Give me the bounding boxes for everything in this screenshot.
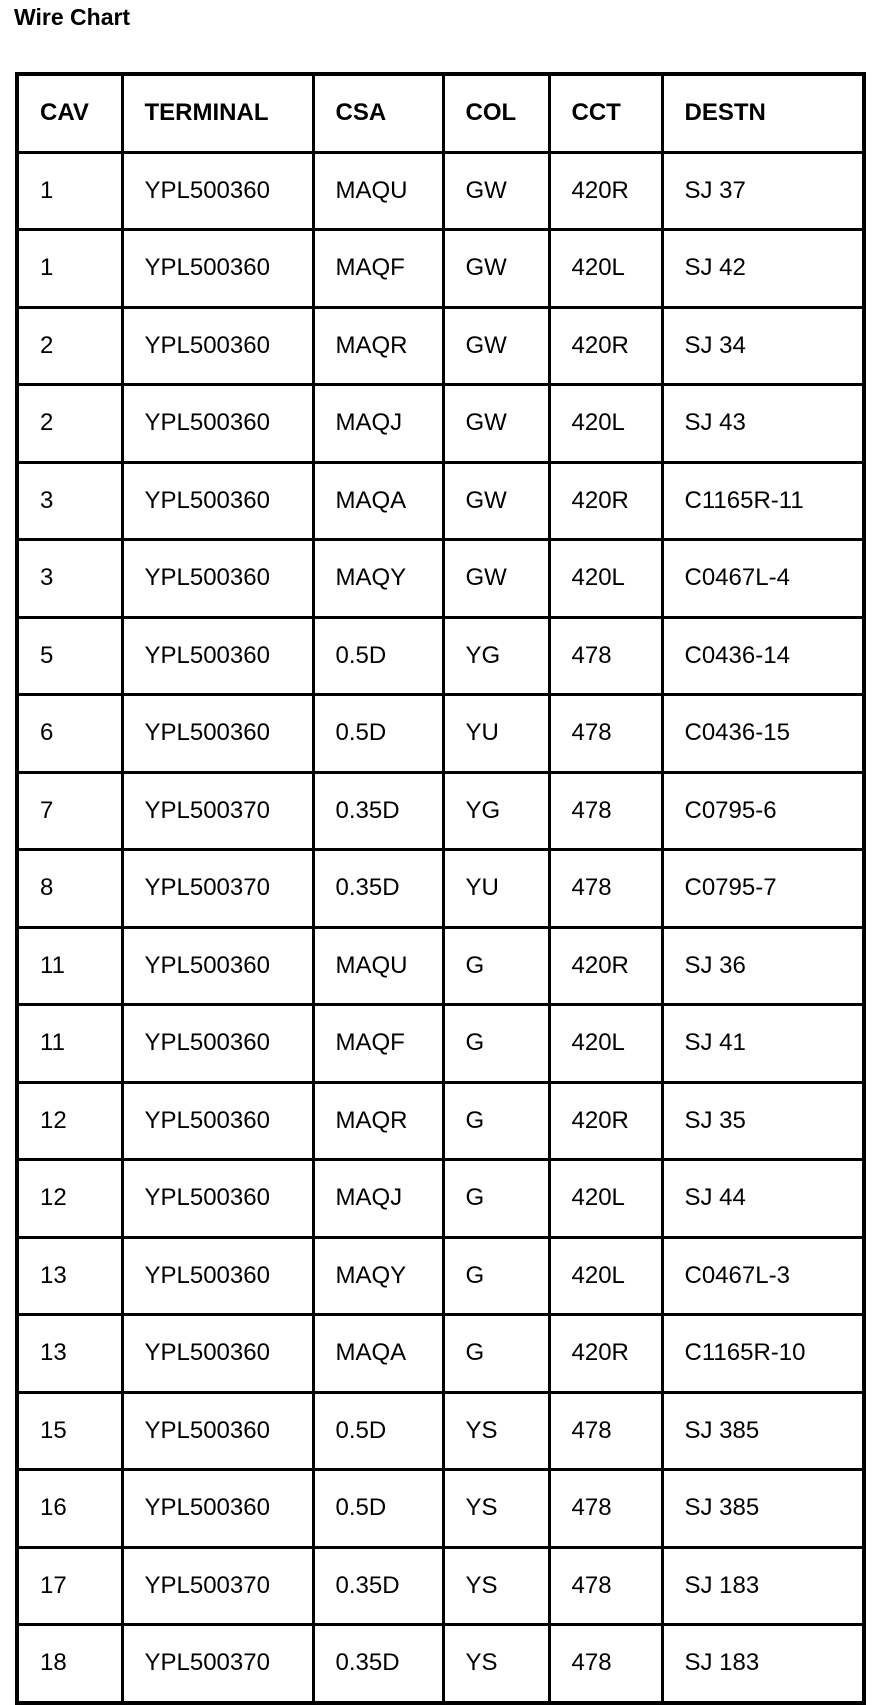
csa-cell: 0.35D: [313, 850, 443, 928]
col-cell: G: [443, 1160, 549, 1238]
terminal-cell: YPL500370: [122, 772, 313, 850]
table-row: [17, 1470, 864, 1548]
destn-cell: SJ 36: [662, 927, 864, 1005]
csa-cell: 0.35D: [313, 772, 443, 850]
terminal-cell: YPL500360: [122, 1082, 313, 1160]
cct-cell: 420R: [549, 462, 662, 540]
terminal-cell: YPL500360: [122, 1005, 313, 1083]
col-cell: G: [443, 1315, 549, 1393]
csa-cell: MAQU: [313, 927, 443, 1005]
destn-cell: SJ 37: [662, 152, 864, 230]
cav-cell: 2: [17, 385, 122, 463]
table-row: [17, 695, 864, 773]
wire-chart-table: [15, 72, 866, 1705]
col-cell: YS: [443, 1470, 549, 1548]
csa-cell: MAQR: [313, 1082, 443, 1160]
destn-cell: C0795-6: [662, 772, 864, 850]
terminal-cell: YPL500360: [122, 927, 313, 1005]
destn-cell: SJ 183: [662, 1625, 864, 1703]
table-row: [17, 1005, 864, 1083]
cct-cell: 420L: [549, 230, 662, 308]
destn-cell: C0467L-3: [662, 1237, 864, 1315]
csa-cell: MAQF: [313, 230, 443, 308]
destn-cell: SJ 385: [662, 1470, 864, 1548]
table-row: [17, 1625, 864, 1703]
col-cell: YU: [443, 850, 549, 928]
col-cell: GW: [443, 385, 549, 463]
table-row: [17, 540, 864, 618]
cav-cell: 13: [17, 1315, 122, 1393]
col-cell: YG: [443, 617, 549, 695]
cct-cell: 478: [549, 850, 662, 928]
csa-cell: MAQU: [313, 152, 443, 230]
cav-cell: 11: [17, 1005, 122, 1083]
table-row: [17, 1392, 864, 1470]
cav-cell: 13: [17, 1237, 122, 1315]
terminal-cell: YPL500370: [122, 1547, 313, 1625]
col-cell: GW: [443, 152, 549, 230]
cav-cell: 6: [17, 695, 122, 773]
csa-cell: MAQY: [313, 540, 443, 618]
cct-cell: 420R: [549, 927, 662, 1005]
cct-cell: 420L: [549, 385, 662, 463]
cav-cell: 11: [17, 927, 122, 1005]
cav-cell: 15: [17, 1392, 122, 1470]
table-row: [17, 850, 864, 928]
csa-cell: 0.5D: [313, 1392, 443, 1470]
csa-cell: 0.5D: [313, 617, 443, 695]
table-row: [17, 927, 864, 1005]
destn-cell: SJ 42: [662, 230, 864, 308]
column-header-csa: CSA: [313, 74, 443, 152]
destn-cell: SJ 183: [662, 1547, 864, 1625]
col-cell: YS: [443, 1547, 549, 1625]
destn-cell: SJ 385: [662, 1392, 864, 1470]
terminal-cell: YPL500360: [122, 1470, 313, 1548]
cav-cell: 2: [17, 307, 122, 385]
col-cell: G: [443, 1237, 549, 1315]
csa-cell: MAQJ: [313, 1160, 443, 1238]
cav-cell: 5: [17, 617, 122, 695]
cav-cell: 3: [17, 540, 122, 618]
terminal-cell: YPL500360: [122, 152, 313, 230]
destn-cell: C0467L-4: [662, 540, 864, 618]
cct-cell: 478: [549, 695, 662, 773]
table-row: [17, 385, 864, 463]
col-cell: YU: [443, 695, 549, 773]
table-row: [17, 1315, 864, 1393]
cav-cell: 8: [17, 850, 122, 928]
col-cell: YG: [443, 772, 549, 850]
table-row: [17, 152, 864, 230]
destn-cell: SJ 43: [662, 385, 864, 463]
terminal-cell: YPL500360: [122, 230, 313, 308]
column-header-terminal: TERMINAL: [122, 74, 313, 152]
cav-cell: 16: [17, 1470, 122, 1548]
csa-cell: 0.35D: [313, 1547, 443, 1625]
table-row: [17, 1082, 864, 1160]
table-row: [17, 307, 864, 385]
csa-cell: MAQA: [313, 462, 443, 540]
terminal-cell: YPL500360: [122, 385, 313, 463]
table-row: [17, 1237, 864, 1315]
column-header-col: COL: [443, 74, 549, 152]
cct-cell: 420R: [549, 307, 662, 385]
terminal-cell: YPL500370: [122, 1625, 313, 1703]
table-row: [17, 462, 864, 540]
table-row: [17, 230, 864, 308]
csa-cell: 0.5D: [313, 1470, 443, 1548]
terminal-cell: YPL500360: [122, 695, 313, 773]
column-header-cav: CAV: [17, 74, 122, 152]
cct-cell: 478: [549, 1392, 662, 1470]
col-cell: G: [443, 1005, 549, 1083]
csa-cell: 0.35D: [313, 1625, 443, 1703]
col-cell: YS: [443, 1392, 549, 1470]
cct-cell: 420L: [549, 540, 662, 618]
col-cell: GW: [443, 230, 549, 308]
table-row: [17, 1547, 864, 1625]
cav-cell: 12: [17, 1082, 122, 1160]
cct-cell: 478: [549, 1625, 662, 1703]
column-header-destn: DESTN: [662, 74, 864, 152]
cct-cell: 478: [549, 772, 662, 850]
destn-cell: SJ 34: [662, 307, 864, 385]
cav-cell: 17: [17, 1547, 122, 1625]
table-row: [17, 1160, 864, 1238]
col-cell: GW: [443, 462, 549, 540]
cct-cell: 420L: [549, 1160, 662, 1238]
destn-cell: SJ 44: [662, 1160, 864, 1238]
cct-cell: 420L: [549, 1005, 662, 1083]
cct-cell: 420R: [549, 152, 662, 230]
terminal-cell: YPL500360: [122, 617, 313, 695]
cav-cell: 3: [17, 462, 122, 540]
destn-cell: C0795-7: [662, 850, 864, 928]
terminal-cell: YPL500360: [122, 1160, 313, 1238]
terminal-cell: YPL500360: [122, 1315, 313, 1393]
col-cell: GW: [443, 540, 549, 618]
cav-cell: 18: [17, 1625, 122, 1703]
table-row: [17, 772, 864, 850]
cct-cell: 478: [549, 1470, 662, 1548]
page-title: Wire Chart: [14, 4, 131, 30]
csa-cell: 0.5D: [313, 695, 443, 773]
destn-cell: SJ 35: [662, 1082, 864, 1160]
csa-cell: MAQR: [313, 307, 443, 385]
cct-cell: 420R: [549, 1082, 662, 1160]
table-row: [17, 617, 864, 695]
csa-cell: MAQA: [313, 1315, 443, 1393]
terminal-cell: YPL500370: [122, 850, 313, 928]
destn-cell: C1165R-11: [662, 462, 864, 540]
terminal-cell: YPL500360: [122, 1392, 313, 1470]
col-cell: G: [443, 1082, 549, 1160]
cct-cell: 478: [549, 617, 662, 695]
cct-cell: 420L: [549, 1237, 662, 1315]
col-cell: YS: [443, 1625, 549, 1703]
cav-cell: 1: [17, 230, 122, 308]
destn-cell: C1165R-10: [662, 1315, 864, 1393]
csa-cell: MAQY: [313, 1237, 443, 1315]
cct-cell: 420R: [549, 1315, 662, 1393]
terminal-cell: YPL500360: [122, 462, 313, 540]
destn-cell: C0436-14: [662, 617, 864, 695]
terminal-cell: YPL500360: [122, 540, 313, 618]
cct-cell: 478: [549, 1547, 662, 1625]
destn-cell: SJ 41: [662, 1005, 864, 1083]
col-cell: GW: [443, 307, 549, 385]
csa-cell: MAQJ: [313, 385, 443, 463]
cav-cell: 7: [17, 772, 122, 850]
cav-cell: 1: [17, 152, 122, 230]
terminal-cell: YPL500360: [122, 307, 313, 385]
col-cell: G: [443, 927, 549, 1005]
cav-cell: 12: [17, 1160, 122, 1238]
destn-cell: C0436-15: [662, 695, 864, 773]
table-header-row: [17, 74, 864, 152]
column-header-cct: CCT: [549, 74, 662, 152]
csa-cell: MAQF: [313, 1005, 443, 1083]
terminal-cell: YPL500360: [122, 1237, 313, 1315]
